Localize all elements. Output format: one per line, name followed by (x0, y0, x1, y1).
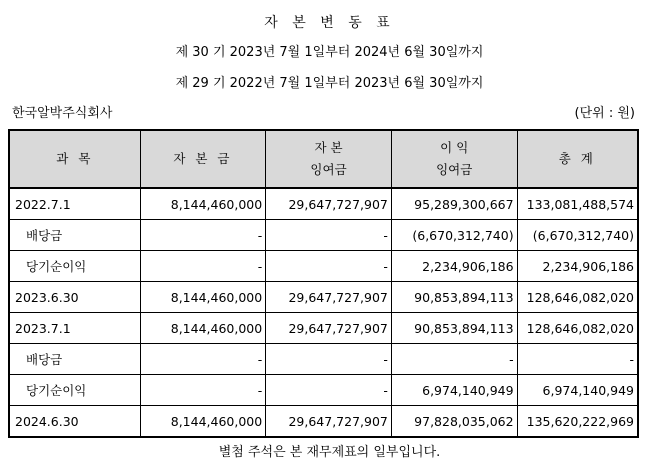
total-cell: 2,234,906,186 (517, 251, 638, 282)
total-cell: 128,646,082,020 (517, 282, 638, 313)
prior-period: 제 29 기 2022년 7월 1일부터 2023년 6월 30일까지 (175, 76, 484, 91)
capital-surplus-cell: 29,647,727,907 (266, 406, 392, 438)
retained-earnings-cell: 6,974,140,949 (391, 375, 517, 406)
capital-surplus-cell: 29,647,727,907 (266, 282, 392, 313)
header-retained-earnings-line2: 잉여금 (436, 162, 473, 177)
currency-unit: (단위 : 원) (574, 106, 635, 121)
total-cell: 128,646,082,020 (517, 313, 638, 344)
capital-surplus-cell: - (266, 220, 392, 251)
row-label: 당기순이익 (9, 375, 140, 406)
retained-earnings-cell: 90,853,894,113 (391, 282, 517, 313)
table-row (9, 282, 638, 313)
header-retained-earnings-line1: 이 익 (440, 140, 469, 155)
header-total (517, 130, 638, 188)
retained-earnings-cell: 97,828,035,062 (391, 406, 517, 438)
total-cell: 6,974,140,949 (517, 375, 638, 406)
total-cell: 133,081,488,574 (517, 188, 638, 220)
row-label: 배당금 (9, 220, 140, 251)
table-row (9, 406, 638, 438)
capital-stock-cell: 8,144,460,000 (140, 406, 266, 438)
table-header-row (9, 130, 638, 188)
row-label: 2022.7.1 (9, 188, 140, 220)
header-capital-surplus-line2: 잉여금 (310, 162, 347, 177)
total-cell: 135,620,222,969 (517, 406, 638, 438)
retained-earnings-cell: (6,670,312,740) (391, 220, 517, 251)
table-row (9, 188, 638, 220)
header-total-label: 총 계 (558, 151, 596, 166)
header-capital-surplus-line1: 자 본 (314, 140, 343, 155)
header-retained-earnings (391, 130, 517, 188)
current-period: 제 30 기 2023년 7월 1일부터 2024년 6월 30일까지 (175, 45, 484, 60)
row-label: 2024.6.30 (9, 406, 140, 438)
table-row (9, 220, 638, 251)
row-label: 2023.6.30 (9, 282, 140, 313)
table-row (9, 344, 638, 375)
table-row (9, 251, 638, 282)
retained-earnings-cell: - (391, 344, 517, 375)
capital-stock-cell: 8,144,460,000 (140, 313, 266, 344)
header-capital-stock-label: 자 본 금 (173, 151, 233, 166)
row-label: 2023.7.1 (9, 313, 140, 344)
total-cell: - (517, 344, 638, 375)
capital-stock-cell: - (140, 220, 266, 251)
capital-surplus-cell: - (266, 344, 392, 375)
statement-title: 자 본 변 동 표 (264, 15, 395, 31)
capital-surplus-cell: - (266, 375, 392, 406)
retained-earnings-cell: 2,234,906,186 (391, 251, 517, 282)
row-label: 당기순이익 (9, 251, 140, 282)
footnote: 별첨 주석은 본 재무제표의 일부입니다. (218, 445, 441, 460)
table-row (9, 375, 638, 406)
company-name: 한국알박주식회사 (12, 106, 113, 121)
header-account (9, 130, 140, 188)
capital-stock-cell: 8,144,460,000 (140, 188, 266, 220)
retained-earnings-cell: 95,289,300,667 (391, 188, 517, 220)
row-label: 배당금 (9, 344, 140, 375)
header-capital-stock (140, 130, 266, 188)
table-row (9, 313, 638, 344)
capital-stock-cell: 8,144,460,000 (140, 282, 266, 313)
total-cell: (6,670,312,740) (517, 220, 638, 251)
header-capital-surplus (266, 130, 392, 188)
header-account-label: 과 목 (56, 151, 94, 166)
equity-changes-table (8, 129, 639, 438)
capital-stock-cell: - (140, 375, 266, 406)
retained-earnings-cell: 90,853,894,113 (391, 313, 517, 344)
capital-stock-cell: - (140, 251, 266, 282)
capital-surplus-cell: - (266, 251, 392, 282)
capital-surplus-cell: 29,647,727,907 (266, 188, 392, 220)
capital-stock-cell: - (140, 344, 266, 375)
capital-surplus-cell: 29,647,727,907 (266, 313, 392, 344)
